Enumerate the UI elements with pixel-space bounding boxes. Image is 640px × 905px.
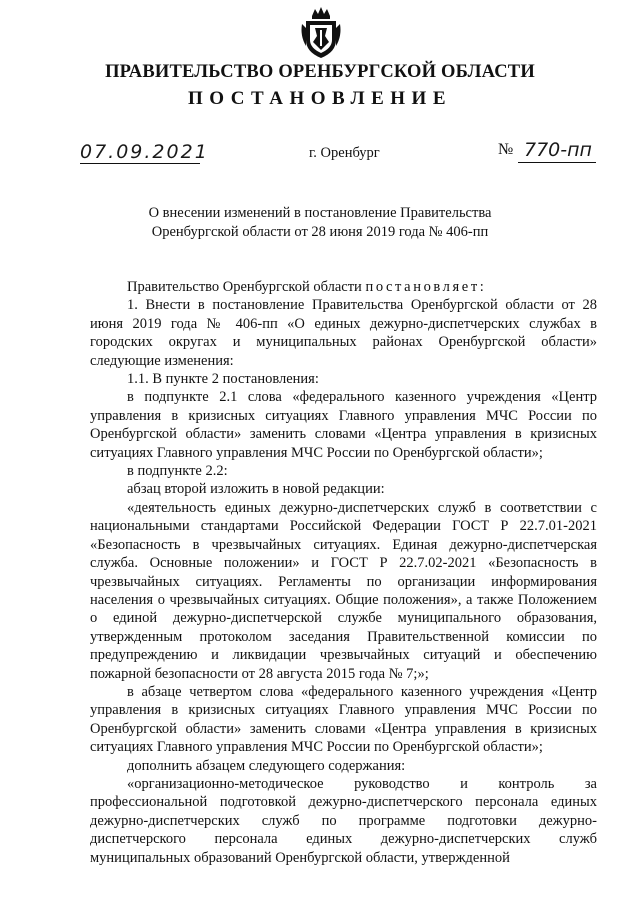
intro-verb: постановляет: bbox=[365, 279, 487, 295]
body-paragraph: «деятельность единых дежурно-диспетчерских служб в соответствии с национальными стандартами Российской Федерации ГОСТ Р 22.7.01-2021 «Безопасность в чрезвычайных ситуациях. Единая дежурно-диспетчерская служба. Основные положении» и ГОСТ Р 22.7.02-2021 «Безопасность в чрезвычайных ситуациях. Регламенты по организации информирования населения о чрезвычайных ситуациях. Общие положения», а также Положением о единой дежурно-диспетчерской службе муниципального образования, утвержденным протоколом заседания Правительственной комиссии по предупреждению и ликвидации чрезвычайных ситуаций и обеспечению пожарной безопасности от 28 августа 2015 года № 7;»; bbox=[90, 499, 597, 682]
subject-line: Оренбургской области от 28 июня 2019 года № 406-пп bbox=[151, 224, 489, 240]
body-paragraph: дополнить абзацем следующего содержания: bbox=[127, 757, 406, 774]
body-paragraph: в абзаце четвертом слова «федерального казенного учреждения «Центр управления в кризисных ситуациях Главного управления МЧС России по Оренбургской области» заменить словами «Центра управления в кризисных ситуациях Главного управления МЧС России по Оренбургской области»; bbox=[90, 683, 597, 756]
body-paragraph: 1. Внести в постановление Правительства Оренбургской области от 28 июня 2019 года № 406-пп «О единых дежурно-диспетчерских службах в городских округах и муниципальных районах Оренбургской области» следующие изменения: bbox=[90, 297, 597, 369]
document-city: г. Оренбург bbox=[309, 145, 380, 161]
number-label: № bbox=[498, 141, 514, 158]
body-paragraph: абзац второй изложить в новой редакции: bbox=[127, 481, 385, 498]
date-underline bbox=[80, 163, 200, 164]
body-paragraph: «организационно-методическое руководство и контроль за профессиональной подготовкой дежурно-диспетчерского персонала единых дежурно-диспетчерских служб по программе подготовки дежурно-диспетчерского персонала единых дежурно-диспетчерских служб муниципальных образований Оренбургской области, утвержденной bbox=[90, 775, 597, 866]
body-paragraph: 1.1. В пункте 2 постановления: bbox=[127, 371, 319, 388]
intro-prefix: Правительство Оренбургской области bbox=[127, 279, 366, 295]
subject-line: О внесении изменений в постановление Правительства bbox=[148, 205, 492, 221]
organization-title: ПРАВИТЕЛЬСТВО ОРЕНБУРГСКОЙ ОБЛАСТИ bbox=[105, 62, 535, 82]
body-paragraph: в подпункте 2.2: bbox=[127, 463, 228, 480]
document-date: 07.09.2021 bbox=[80, 141, 209, 163]
intro-paragraph bbox=[90, 278, 597, 296]
number-underline bbox=[518, 162, 596, 163]
body-paragraph: в подпункте 2.1 слова «федерального казенного учреждения «Центр управления в кризисных ситуациях Главного управления МЧС России по Оренбургской области» заменить словами «Центра управления в кризисных ситуациях Главного управления МЧС России по Оренбургской области»; bbox=[90, 389, 597, 461]
document-number: 770-пп bbox=[524, 139, 592, 161]
coat-of-arms-icon bbox=[300, 6, 342, 60]
document-subject bbox=[100, 204, 540, 242]
document-body bbox=[90, 278, 597, 867]
document-type-title: ПОСТАНОВЛЕНИЕ bbox=[187, 88, 453, 109]
